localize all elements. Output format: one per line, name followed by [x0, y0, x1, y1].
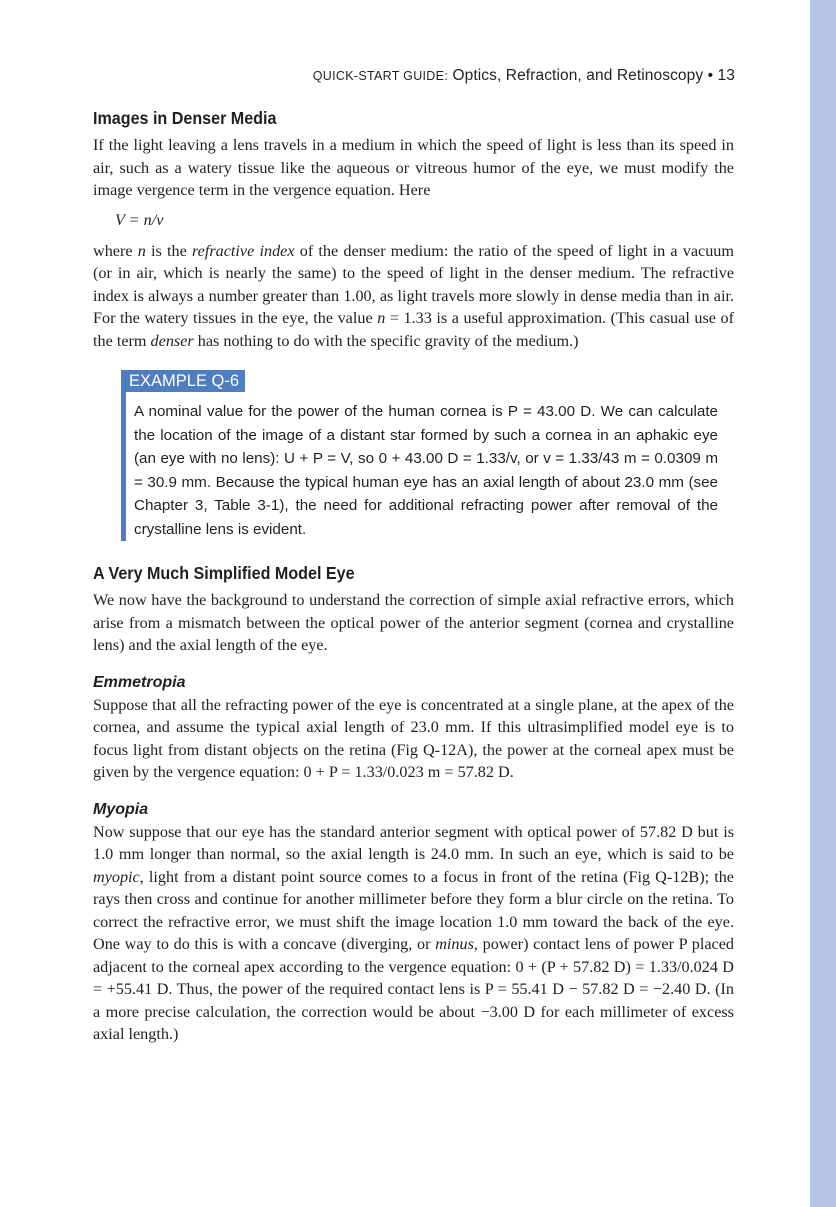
paragraph-model-eye: We now have the background to understand the correction of simple axial refractive errors, which arise from a mismatch between the optical power of the anterior segment (cornea and crystalline lens) and the axial length of the eye. [93, 591, 734, 654]
subheading-myopia: Myopia [93, 800, 149, 818]
section-heading-denser-media: Images in Denser Media [93, 108, 277, 128]
paragraph-emmetropia: Suppose that all the refracting power of the eye is concentrated at a single plane, at the apex of the cornea, and assume the typical axial length of 23.0 mm. If this ultrasimplified model eye is to focus light from distant objects on the retina (Fig Q-12A), the power at the corneal apex must be given by the vergence equation: 0 + P = 1.33/0.023 m = 57.82 D. [93, 695, 734, 781]
paragraph-denser-media-intro: If the light leaving a lens travels in a medium in which the speed of light is less than its speed in air, such as a watery tissue like the aqueous or vitreous humor of the eye, we must modify the image vergence term in the vergence equation. Here [93, 136, 734, 199]
subheading-emmetropia: Emmetropia [93, 673, 186, 691]
example-text: A nominal value for the power of the human cornea is P = 43.00 D. We can calculate the location of the image of a distant star formed by such a cornea in an aphakic eye (an eye with no lens): U + P = V, so 0 + 43.00 D = 1.33/v, or v = 1.33/43 m = 0.0309 m = 30.9 mm. Because the typical human eye has an axial length of about 23.0 mm (see Chapter 3, Table 3-1), the need for additional refracting power after removal of the crystalline lens is evident. [134, 403, 718, 538]
running-head-title: Optics, Refraction, and Retinoscopy • 13 [448, 67, 735, 84]
example-box [121, 370, 718, 541]
formula-vergence: V = n/v [115, 210, 164, 229]
paragraph-myopia: Now suppose that our eye has the standard anterior segment with optical power of 57.82 D but is 1.0 mm longer than normal, so the axial length is 24.0 mm. In such an eye, which is said to be myopic, light from a distant point source comes to a focus in front of the retina (Fig Q-12B); the rays then cross and continue for another millimeter before they form a blur circle on the retina. To correct the refractive error, we must shift the image location 1.0 mm toward the back of the eye. One way to do this is with a concave (diverging, or minus, power) contact lens of power P placed adjacent to the corneal apex according to the vergence equation: 0 + (P + 57.82 D) = 1.33/0.024 D = +55.41 D. Thus, the power of the required contact lens is P = 55.41 D − 57.82 D = −2.40 D. (In a more precise calculation, the correction would be about −3.00 D for each millimeter of excess axial length.) [93, 822, 735, 1043]
example-label: EXAMPLE Q-6 [126, 370, 245, 392]
running-head [313, 67, 735, 85]
side-tab [810, 0, 836, 1207]
page-content [93, 108, 734, 1046]
running-head-caps: QUICK-START GUIDE: [312, 69, 449, 83]
paragraph-refractive-index: where n is the refractive index of the denser medium: the ratio of the speed of light in a vacuum (or in air, which is nearly the same) to the speed of light in the denser medium. The refractive index is always a number greater than 1.00, as light travels more slowly in dense media than in air. For the watery tissues in the eye, the value n = 1.33 is a useful approximation. (This casual use of the term denser has nothing to do with the specific gravity of the medium.) [93, 241, 734, 350]
section-heading-model-eye: A Very Much Simplified Model Eye [93, 563, 355, 583]
